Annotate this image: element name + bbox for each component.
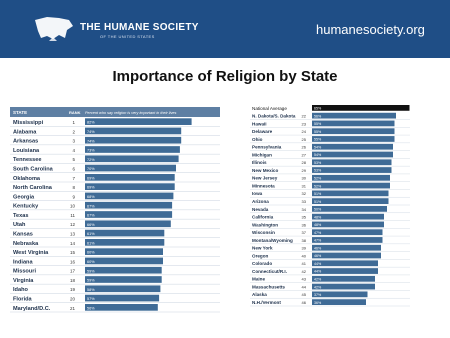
state-label: South Carolina (13, 166, 53, 173)
rank-label: 19 (69, 287, 75, 293)
column-header-state: STATE (13, 110, 28, 115)
rank-label: 32 (301, 191, 306, 197)
rank-label: 30 (301, 175, 306, 181)
rank-label: 28 (301, 160, 306, 166)
state-label: Michigan (252, 152, 272, 158)
rank-label: 11 (70, 212, 75, 218)
data-label: 53% (314, 160, 322, 165)
rank-label: 41 (301, 261, 306, 267)
data-label: 51% (314, 199, 322, 204)
data-label: 54% (314, 145, 322, 150)
state-label: Louisiana (13, 147, 40, 154)
state-label: Virginia (13, 277, 34, 284)
state-label: Minnesota (252, 183, 275, 189)
rank-label: 34 (301, 206, 306, 212)
state-label: Oklahoma (13, 175, 41, 182)
rank-label: 35 (301, 214, 306, 220)
bar (312, 190, 389, 196)
rank-label: 2 (72, 129, 75, 135)
data-label: 73% (87, 148, 95, 153)
bar (312, 206, 387, 212)
state-label: Nebraska (13, 240, 39, 247)
rank-label: 12 (69, 222, 75, 228)
rank-label: 45 (301, 292, 306, 298)
bar (85, 211, 172, 218)
org-subtitle: OF THE UNITED STATES (100, 34, 155, 39)
rank-label: 20 (69, 296, 75, 302)
data-label: 56% (87, 306, 95, 311)
rank-label: 16 (69, 259, 75, 265)
state-label: N.H./Vermont (252, 300, 281, 305)
data-label: 61% (87, 232, 95, 237)
state-label: Colorado (252, 261, 273, 267)
bar (85, 137, 181, 144)
column-header-rank: RANK (69, 110, 81, 115)
rank-label: 15 (69, 250, 75, 256)
bar (85, 230, 164, 237)
rank-label: 25 (301, 136, 306, 142)
state-label: Maine (252, 276, 266, 282)
state-label: Georgia (13, 194, 35, 201)
bar (85, 118, 192, 125)
bar (312, 152, 393, 158)
data-label: 70% (87, 167, 95, 172)
state-label: Arizona (252, 199, 269, 204)
data-label: 54% (314, 153, 322, 158)
state-label: Kansas (13, 231, 33, 238)
rank-label: 22 (301, 113, 306, 119)
rank-label: 9 (72, 194, 75, 200)
bar (85, 239, 164, 246)
rank-label: 36 (301, 222, 306, 228)
data-label: 58% (87, 287, 95, 292)
bar (312, 159, 392, 165)
rank-label: 44 (301, 284, 306, 290)
rank-label: 17 (69, 268, 75, 274)
data-label: 42% (314, 277, 322, 282)
data-label: 69% (87, 176, 95, 181)
state-label: Alabama (13, 129, 37, 136)
state-label: Hawaii (252, 121, 267, 127)
state-label: Indiana (13, 259, 33, 266)
data-label: 74% (87, 139, 95, 144)
state-label: Montana/Wyoming (252, 237, 293, 243)
bar (312, 229, 383, 235)
state-label: Maryland/D.C. (13, 305, 51, 312)
data-label: 59% (87, 269, 95, 274)
rank-label: 38 (301, 237, 306, 243)
state-label: New Mexico (252, 167, 279, 173)
data-label: 51% (314, 192, 322, 197)
bar (85, 295, 159, 302)
rank-label: 5 (72, 157, 75, 163)
data-label: 42% (314, 285, 322, 290)
rank-label: 33 (301, 199, 306, 204)
state-label: Massachusetts (252, 284, 285, 290)
rank-label: 13 (69, 231, 75, 237)
bar (312, 284, 375, 290)
rank-label: 4 (72, 147, 75, 153)
state-label: Alaska (252, 292, 267, 298)
state-label: Iowa (252, 191, 263, 197)
state-label: Kentucky (13, 203, 39, 210)
data-label: 68% (87, 194, 95, 199)
rank-label: 24 (301, 129, 306, 135)
bar (85, 267, 162, 274)
column-header-percent: Percent who say religion is very important in their lives (85, 111, 177, 115)
bar (312, 198, 389, 204)
bar (85, 202, 172, 209)
state-label: Nevada (252, 206, 269, 212)
org-name: THE HUMANE SOCIETY (80, 22, 199, 33)
bar (312, 121, 395, 127)
data-label: 59% (87, 278, 95, 283)
bar (85, 248, 163, 255)
bar (312, 183, 390, 189)
bar (85, 155, 179, 162)
average-bar (312, 105, 410, 111)
data-label: 60% (87, 259, 95, 264)
state-label: Mississippi (13, 120, 44, 127)
state-label: New York (252, 245, 273, 251)
rank-label: 43 (301, 276, 306, 282)
bar (312, 167, 392, 173)
data-label: 53% (314, 168, 322, 173)
data-label: 46% (314, 246, 322, 251)
state-label: New Jersey (252, 175, 278, 181)
state-label: Wisconsin (252, 230, 275, 236)
bar (312, 260, 378, 266)
data-label: 57% (87, 297, 95, 302)
page-title: Importance of Religion by State (112, 68, 338, 85)
data-label: 61% (87, 241, 95, 246)
bar (312, 276, 375, 282)
bar (312, 128, 395, 134)
bar (312, 136, 395, 142)
bar (312, 222, 384, 228)
data-label: 72% (87, 157, 95, 162)
rank-label: 18 (69, 277, 75, 283)
state-label: Utah (13, 222, 26, 229)
bar (85, 183, 175, 190)
data-label: 47% (314, 230, 322, 235)
data-label: 48% (314, 215, 322, 220)
rank-label: 8 (72, 185, 75, 191)
rank-label: 31 (301, 183, 306, 189)
data-label: 67% (87, 204, 95, 209)
bar (85, 276, 162, 283)
data-label: 55% (314, 129, 322, 134)
rank-label: 42 (301, 268, 306, 274)
data-label: 46% (314, 254, 322, 259)
data-label: 55% (314, 137, 322, 142)
rank-label: 26 (301, 144, 306, 150)
bar (85, 220, 171, 227)
rank-label: 1 (72, 120, 75, 126)
state-label: Missouri (13, 268, 37, 275)
rank-label: 7 (72, 175, 75, 181)
state-label: Texas (13, 212, 29, 219)
rank-label: 46 (301, 300, 306, 305)
data-label: 52% (314, 176, 322, 181)
rank-label: 6 (72, 166, 75, 172)
data-label: 69% (87, 185, 95, 190)
state-label: Idaho (13, 287, 28, 294)
site-url[interactable]: humanesociety.org (316, 22, 425, 37)
data-label: 44% (314, 261, 322, 266)
state-label: N. Dakota/S. Dakota (252, 113, 296, 119)
state-label: Connecticut/R.I. (252, 268, 287, 274)
rank-label: 14 (69, 240, 75, 246)
state-label: Illinois (252, 160, 267, 166)
state-label: Arkansas (13, 138, 39, 145)
rank-label: 23 (301, 121, 306, 127)
data-label: 44% (314, 269, 322, 274)
average-data-label: 65% (314, 106, 322, 111)
data-label: 67% (87, 213, 95, 218)
state-label: Ohio (252, 136, 263, 142)
bar (312, 175, 390, 181)
state-label: Delaware (252, 129, 273, 135)
data-label: 82% (87, 120, 95, 125)
state-label: Washington (252, 222, 279, 228)
bar (312, 253, 381, 259)
rank-label: 27 (301, 152, 306, 158)
data-label: 52% (314, 184, 322, 189)
state-label: West Virginia (13, 250, 49, 257)
state-label: Pennsylvania (252, 144, 282, 150)
state-label: California (252, 214, 274, 220)
rank-label: 40 (301, 253, 306, 259)
bar (85, 165, 176, 172)
bar (312, 268, 378, 274)
bar (85, 174, 175, 181)
rank-label: 29 (301, 167, 306, 173)
average-label: National Average (252, 105, 287, 111)
data-label: 74% (87, 129, 95, 134)
bar (312, 214, 384, 220)
bar (312, 144, 393, 150)
rank-label: 37 (301, 230, 306, 236)
bar (312, 245, 381, 251)
data-label: 56% (314, 114, 322, 119)
rank-label: 3 (72, 138, 75, 144)
bar (85, 285, 160, 292)
state-label: Florida (13, 296, 32, 303)
data-label: 48% (314, 223, 322, 228)
data-label: 47% (314, 238, 322, 243)
bar (85, 146, 180, 153)
bar (85, 304, 158, 311)
data-label: 50% (314, 207, 322, 212)
bar (85, 193, 173, 200)
data-label: 60% (87, 250, 95, 255)
state-label: Tennessee (13, 157, 42, 164)
bar (312, 113, 396, 119)
bar (85, 258, 163, 265)
rank-label: 21 (69, 305, 75, 311)
data-label: 37% (314, 293, 322, 298)
rank-label: 10 (69, 203, 75, 209)
state-label: Oregon (252, 253, 269, 259)
data-label: 55% (314, 122, 322, 127)
bar (312, 237, 383, 243)
rank-label: 39 (301, 245, 306, 251)
state-label: North Carolina (13, 185, 52, 192)
data-label: 66% (87, 222, 95, 227)
data-label: 36% (314, 300, 322, 305)
bar (85, 128, 181, 135)
